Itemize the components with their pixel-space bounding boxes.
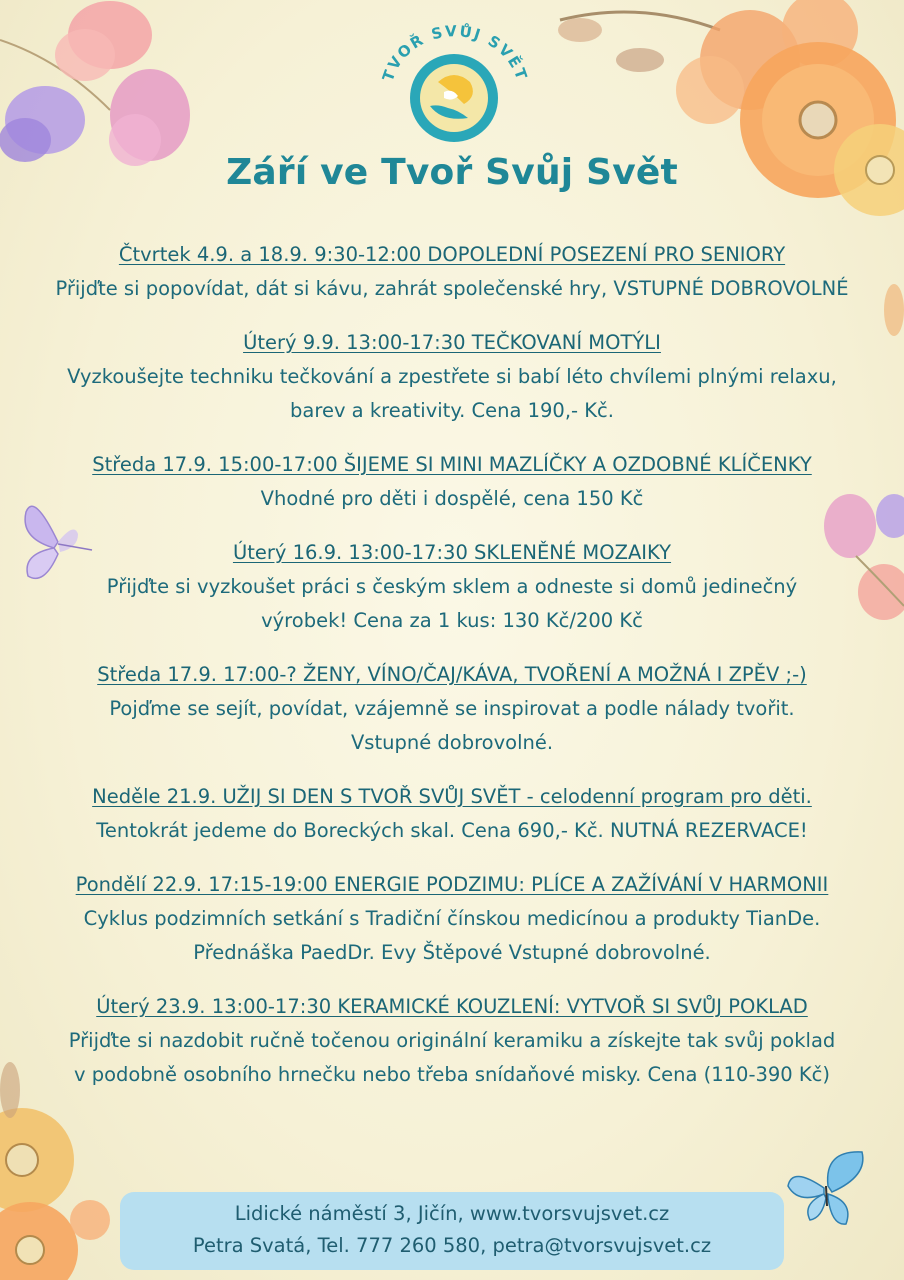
- event-description: Tentokrát jedeme do Boreckých skal. Cena 690,- Kč. NUTNÁ REZERVACE!: [96, 819, 808, 842]
- footer-address: Lidické náměstí 3, Jičín, www.tvorsvujsvet.cz: [234, 1202, 670, 1225]
- events-list: [0, 238, 904, 1092]
- event-item: [0, 448, 904, 516]
- page-title: Září ve Tvoř Svůj Svět: [226, 152, 678, 193]
- event-heading: Úterý 23.9. 13:00-17:30 KERAMICKÉ KOUZLENÍ: VYTVOŘ SI SVŮJ POKLAD: [96, 995, 808, 1018]
- event-item: [0, 536, 904, 638]
- contact-footer: [120, 1192, 784, 1270]
- event-item: [0, 990, 904, 1092]
- event-description: Pojďme se sejít, povídat, vzájemně se inspirovat a podle nálady tvořit.: [109, 697, 795, 720]
- event-heading: Pondělí 22.9. 17:15-19:00 ENERGIE PODZIMU: PLÍCE A ZAŽÍVÁNÍ V HARMONII: [75, 873, 829, 896]
- event-description: výrobek! Cena za 1 kus: 130 Kč/200 Kč: [261, 609, 643, 632]
- event-item: [0, 238, 904, 306]
- event-description: v podobně osobního hrnečku nebo třeba snídaňové misky. Cena (110-390 Kč): [73, 1063, 831, 1086]
- event-description: Vhodné pro děti i dospělé, cena 150 Kč: [260, 487, 644, 510]
- event-heading: Středa 17.9. 17:00-? ŽENY, VÍNO/ČAJ/KÁVA, TVOŘENÍ A MOŽNÁ I ZPĚV ;-): [97, 663, 807, 686]
- event-description: Přijďte si popovídat, dát si kávu, zahrát společenské hry, VSTUPNÉ DOBROVOLNÉ: [55, 277, 849, 300]
- event-description: Přijďte si nazdobit ručně točenou originální keramiku a získejte tak svůj poklad: [68, 1029, 836, 1052]
- event-heading: Čtvrtek 4.9. a 18.9. 9:30-12:00 DOPOLEDNÍ POSEZENÍ PRO SENIORY: [118, 243, 786, 266]
- event-description: Přijďte si vyzkoušet práci s českým sklem a odneste si domů jedinečný: [106, 575, 798, 598]
- logo-text-path: TVOŘ SVŮJ SVĚT: [378, 22, 532, 84]
- blue-butterfly-icon: [784, 1146, 870, 1230]
- event-heading: Neděle 21.9. UŽIJ SI DEN S TVOŘ SVŮJ SVĚT - celodenní program pro děti.: [92, 785, 812, 808]
- event-item: [0, 658, 904, 760]
- bottom-left-flowers-icon: [0, 1060, 130, 1280]
- event-description: Přednáška PaedDr. Evy Štěpové Vstupné dobrovolné.: [193, 941, 711, 964]
- event-heading: Úterý 16.9. 13:00-17:30 SKLENĚNÉ MOZAIKY: [232, 541, 672, 564]
- event-description: Vyzkoušejte techniku tečkování a zpestřete si babí léto chvílemi plnými relaxu,: [67, 365, 837, 388]
- event-description: Cyklus podzimních setkání s Tradiční čínskou medicínou a produkty TianDe.: [83, 907, 821, 930]
- hands-heart-logo-icon: [408, 52, 500, 144]
- event-description: Vstupné dobrovolné.: [350, 731, 554, 754]
- footer-contact: Petra Svatá, Tel. 777 260 580, petra@tvorsvujsvet.cz: [192, 1234, 712, 1257]
- event-heading: Středa 17.9. 15:00-17:00 ŠIJEME SI MINI MAZLÍČKY A OZDOBNÉ KLÍČENKY: [92, 453, 812, 476]
- event-item: [0, 326, 904, 428]
- event-item: [0, 780, 904, 848]
- event-description: barev a kreativity. Cena 190,- Kč.: [290, 399, 614, 422]
- event-heading: Úterý 9.9. 13:00-17:30 TEČKOVANÍ MOTÝLI: [243, 331, 661, 354]
- event-item: [0, 868, 904, 970]
